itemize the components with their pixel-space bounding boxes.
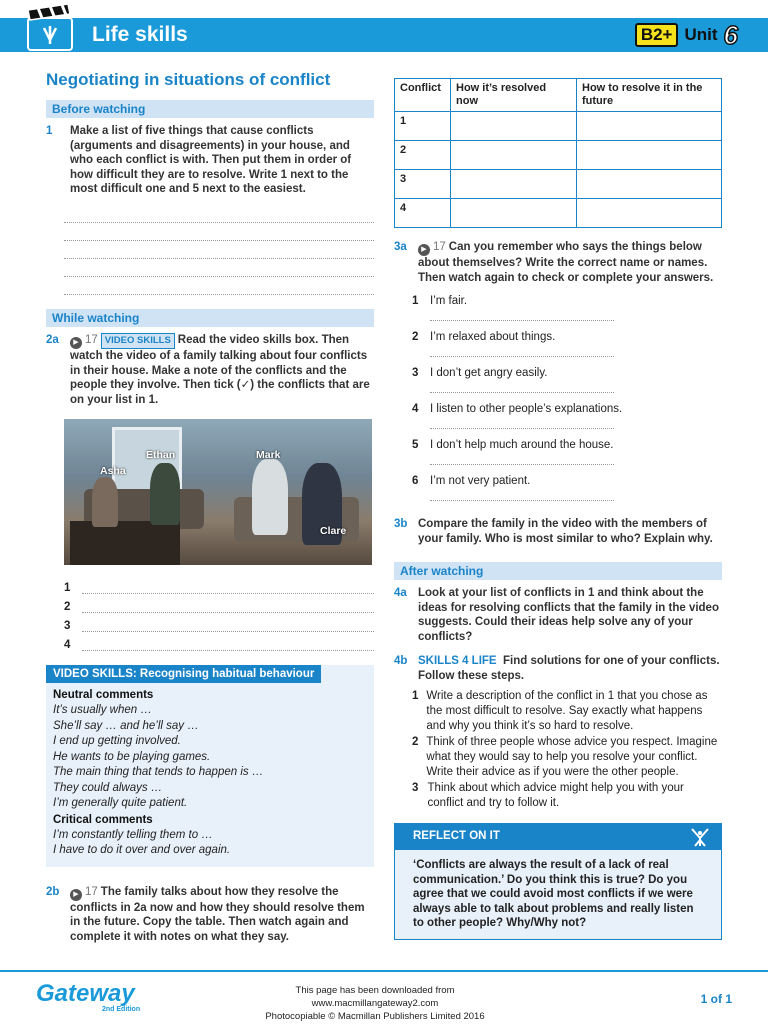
before-watching-heading: Before watching [46,100,374,118]
exercise-text [70,885,374,945]
phrase: I’m constantly telling them to … [53,828,213,841]
exercise-number: 1 [46,125,53,137]
person-figure [92,477,118,527]
statement: 2 I’m relaxed about things. [412,331,556,343]
photo-label: Asha [100,465,126,477]
critical-comments-title: Critical comments [53,813,153,826]
step-item: 1 Write a description of the conflict in 1 that you chose as the most difficult to resolve. Say exactly what happens and why you think it’s so hard to resolve. [412,690,708,732]
exercise-body: Read the video skills box. Then watch the video of a family talking about four conflicts in their house. Make a note of the conflicts and the people they involve. Then tick (✓) the conflicts that are on your list in 1. [70,333,370,406]
table-header-row [395,79,722,112]
phrase: I have to do it over and over again. [53,844,231,856]
section-title: Negotiating in situations of conflict [46,70,331,89]
family-video-still [64,419,372,565]
statement: 4 I listen to other people’s explanations. [412,403,623,415]
exercise-4a [394,586,722,644]
footer-text [240,984,510,1023]
table-row: 2 [395,141,722,170]
answer-line[interactable] [430,343,614,357]
answer-line[interactable]: 3 [64,613,374,632]
clapperboard-icon [24,4,76,52]
reflect-text: ‘Conflicts are always the result of a lack of real communication.’ Do you think this is true? Do you agree that we could avoid most conflicts if we were always able to talk about problems and really listen to other people? Why/Why not? [395,850,721,939]
writing-line[interactable] [64,259,374,277]
table-row: 4 [395,199,722,228]
writing-lines [46,205,374,295]
page-number: 1 of 1 [700,992,732,1006]
writing-line[interactable] [64,277,374,295]
writing-line[interactable] [64,223,374,241]
photo-label: Mark [256,449,281,461]
phrase: I end up getting involved. [53,735,181,747]
answer-line[interactable]: 1 [64,575,374,594]
answer-lines [46,575,374,651]
exercise-4b [394,654,722,683]
right-column [394,78,722,940]
exercise-number: 2a [46,333,59,346]
statement: 3 I don’t get angry easily. [412,367,548,379]
exercise-2b [46,885,374,945]
track-number: 17 [433,241,446,253]
exercise-text: Look at your list of conflicts in 1 and think about the ideas for resolving conflicts that the family in the video suggests. Could their ideas help solve any of your conflicts? [418,587,719,643]
after-watching-heading: After watching [394,562,722,580]
exercise-1 [46,124,374,197]
table-header: Conflict [395,79,451,112]
exercise-body: Can you remember who says the things below about themselves? Write the correct name or names. Then watch again to check or complete your answers. [418,241,714,284]
conflict-table [394,78,722,228]
video-skills-tag: VIDEO SKILLS [101,333,175,350]
track-number: 17 [85,885,98,898]
exercise-body: The family talks about how they resolve the conflicts in 2a now and how they should resolve them in the future. Copy the table. Then watch again and complete it with notes on what they say. [70,885,365,943]
answer-line[interactable] [430,307,614,321]
exercise-3b [394,517,722,546]
phrase: They could always … [53,781,163,794]
video-skills-box [46,665,374,867]
left-column [46,70,374,944]
track-number: 17 [85,333,98,346]
while-watching-heading: While watching [46,309,374,327]
reflect-title: REFLECT ON IT [413,830,500,842]
reflect-box [394,823,722,940]
play-icon[interactable]: ▶ [418,244,430,256]
exercise-text [418,654,722,683]
page-header [0,18,768,52]
exercise-text [70,333,374,408]
unit-number: 6 [723,19,738,50]
exercise-number: 3b [394,518,408,530]
star-figure-icon [689,826,711,848]
table-row: 3 [395,170,722,199]
statement: 1 I’m fair. [412,295,468,307]
phrase: It’s usually when … [53,704,152,716]
exercise-text: Make a list of five things that cause conflicts (arguments and disagreements) in your house, and who each conflict is with. Then put them in order of how difficult they are to resolve. Write 1 next to the most difficult one and 5 next to the easiest. [70,125,352,195]
exercise-number: 2b [46,885,60,898]
exercise-2a [46,333,374,408]
answer-line[interactable]: 4 [64,632,374,651]
answer-line[interactable] [430,415,614,429]
writing-line[interactable] [64,241,374,259]
phrase: The main thing that tends to happen is … [53,766,264,778]
exercise-text [418,240,722,285]
gateway-logo: Gateway [36,980,135,1007]
steps-list [412,689,722,811]
coffee-table [70,521,180,565]
exercise-3a [394,240,722,285]
answer-line[interactable] [430,451,614,465]
download-notice: This page has been downloaded from www.macmillangateway2.com [295,985,455,1009]
exercise-number: 4b [394,655,408,667]
table-header: How it’s resolved now [451,79,577,112]
edition-label: 2nd Edition [102,1006,141,1013]
photo-label: Clare [320,525,347,537]
exercise-number: 4a [394,587,407,599]
neutral-comments-title: Neutral comments [53,689,154,701]
copyright-notice: Photocopiable © Macmillan Publishers Limited 2016 [265,1011,485,1022]
photo-label: Ethan [146,449,176,461]
page-title: Life skills [92,23,188,46]
play-icon[interactable]: ▶ [70,889,82,901]
exercise-body: Find solutions for one of your conflicts. Follow these steps. [418,655,720,682]
step-item: 2 Think of three people whose advice you respect. Imagine what they would say to help you resolve your conflict. Write their advice as if you were the other people. [412,736,718,778]
unit-badge [635,19,738,50]
unit-label: Unit [684,25,718,44]
person-figure [150,463,180,525]
writing-line[interactable] [64,205,374,223]
statement: 5 I don’t help much around the house. [412,439,614,451]
table-header: How to resolve it in the future [577,79,722,112]
person-figure [252,459,288,535]
page-footer [0,970,768,1024]
phrase: He wants to be playing games. [53,750,211,763]
level-label: B2+ [635,23,679,47]
statement-list [394,295,722,501]
exercise-number: 3a [394,241,407,253]
video-skills-title: VIDEO SKILLS: Recognising habitual behaviour [46,665,321,683]
phrase: She’ll say … and he’ll say … [53,719,199,732]
phrase: I’m generally quite patient. [53,797,188,809]
reflect-header [395,824,721,850]
table-row: 1 [395,112,722,141]
play-icon[interactable]: ▶ [70,337,82,349]
answer-line[interactable] [430,379,614,393]
statement: 6 I’m not very patient. [412,475,531,487]
answer-line[interactable] [430,487,614,501]
exercise-text: Compare the family in the video with the members of your family. Who is most similar to who? Explain why. [418,518,713,545]
skills-4-life-tag: SKILLS 4 LIFE [418,655,497,667]
step-item: 3 Think about which advice might help you with your conflict and try to follow it. [412,782,684,809]
answer-line[interactable]: 2 [64,594,374,613]
